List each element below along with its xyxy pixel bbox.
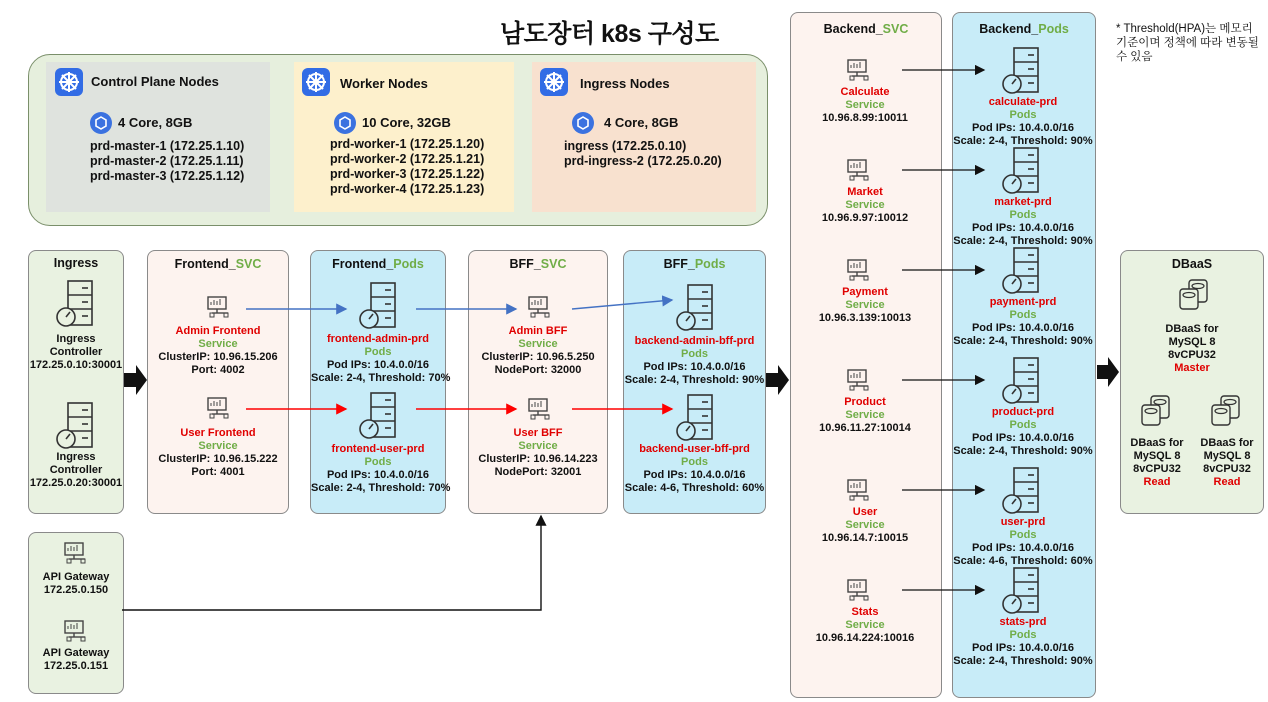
service-name: Market (847, 186, 883, 198)
service-ip: ClusterIP: 10.96.15.222 (158, 453, 278, 465)
db-line: DBaaS for (1200, 437, 1254, 449)
service-kind: Service (845, 409, 885, 421)
service-ip: ClusterIP: 10.96.5.250 (481, 351, 595, 363)
pod-ips: Pod IPs: 10.4.0.0/16 (971, 122, 1075, 134)
pod-scale: Scale: 2-4, Threshold: 90% (953, 335, 1093, 347)
pod-name: stats-prd (999, 616, 1047, 628)
title-suffix: SVC (882, 22, 909, 36)
host-item: prd-worker-1 (172.25.1.20) (330, 137, 485, 151)
service-name: Stats (851, 606, 879, 618)
db-line: DBaaS for (1130, 437, 1184, 449)
pod-scale: Scale: 4-6, Threshold: 60% (624, 482, 765, 494)
pod-ips: Pod IPs: 10.4.0.0/16 (971, 432, 1075, 444)
service-name: Admin BFF (508, 325, 568, 337)
controller-addr: 172.25.0.20:30001 (29, 477, 123, 489)
service-name: User BFF (513, 427, 563, 439)
host-item: prd-master-1 (172.25.1.10) (90, 139, 245, 153)
db-role: Master (1174, 362, 1210, 374)
title-suffix: Pods (1038, 22, 1069, 36)
pod-ips: Pod IPs: 10.4.0.0/16 (643, 361, 746, 373)
pod-name: frontend-admin-prd (326, 333, 430, 345)
pod-name: market-prd (994, 196, 1052, 208)
service-ip: ClusterIP: 10.96.14.223 (478, 453, 598, 465)
title-suffix: SVC (235, 257, 262, 271)
service-addr: 10.96.9.97:10012 (821, 212, 909, 224)
host-item: prd-master-2 (172.25.1.11) (90, 154, 244, 168)
pod-ips: Pod IPs: 10.4.0.0/16 (971, 542, 1075, 554)
pod-ips: Pod IPs: 10.4.0.0/16 (971, 642, 1075, 654)
db-line: 8vCPU32 (1168, 349, 1216, 361)
pod-ips: Pod IPs: 10.4.0.0/16 (971, 322, 1075, 334)
controller-name: Ingress (56, 451, 96, 463)
backend-to-dbaas-arrow (1097, 357, 1119, 387)
host-item: prd-ingress-2 (172.25.0.20) (564, 154, 722, 168)
title-prefix: Backend_ (979, 22, 1039, 36)
service-kind: Service (845, 199, 885, 211)
pod-kind: Pods (681, 456, 708, 468)
control-plane-title: Control Plane Nodes (91, 74, 219, 89)
pod-kind: Pods (364, 346, 392, 358)
host-item: ingress (172.25.0.10) (564, 139, 687, 153)
host-item: prd-worker-2 (172.25.1.21) (330, 152, 485, 166)
title-suffix: Pods (393, 257, 424, 271)
db-line: 8vCPU32 (1203, 463, 1251, 475)
admin-bff-to-pod-arrow (572, 300, 672, 309)
service-name: Product (844, 396, 886, 408)
pod-ips: Pod IPs: 10.4.0.0/16 (326, 359, 430, 371)
gateway-addr: 172.25.0.150 (43, 584, 109, 596)
service-addr: 10.96.14.7:10015 (821, 532, 909, 544)
pod-kind: Pods (1009, 209, 1037, 221)
host-item: prd-worker-4 (172.25.1.23) (330, 182, 485, 196)
diagram-title: 남도장터 k8s 구성도 (500, 20, 719, 48)
pod-scale: Scale: 2-4, Threshold: 90% (953, 445, 1093, 457)
service-port: Port: 4001 (191, 466, 245, 478)
dbaas-title: DBaaS (1171, 257, 1213, 271)
pod-ips: Pod IPs: 10.4.0.0/16 (971, 222, 1075, 234)
pod-kind: Pods (364, 456, 392, 468)
ingress-nodes-spec: 4 Core, 8GB (604, 115, 679, 130)
title-prefix: Frontend_ (332, 257, 394, 271)
ingress-nodes-title: Ingress Nodes (580, 76, 670, 91)
pod-scale: Scale: 4-6, Threshold: 60% (953, 555, 1093, 567)
db-role: Read (1143, 476, 1171, 488)
pod-ips: Pod IPs: 10.4.0.0/16 (326, 469, 430, 481)
service-kind: Service (198, 440, 238, 452)
title-prefix: BFF_ (509, 257, 541, 271)
gateway-name: API Gateway (42, 571, 110, 583)
service-addr: 10.96.14.224:10016 (815, 632, 915, 644)
title-suffix: SVC (540, 257, 567, 271)
host-item: prd-worker-3 (172.25.1.22) (330, 167, 485, 181)
title-prefix: BFF_ (663, 257, 695, 271)
db-role: Read (1213, 476, 1241, 488)
hpa-note: * Threshold(HPA)는 메모리 기준이며 정책에 따라 변동될 수 있음 (1116, 23, 1259, 63)
service-name: User (852, 506, 878, 518)
pod-kind: Pods (1009, 529, 1037, 541)
title-prefix: Frontend_ (174, 257, 236, 271)
pod-kind: Pods (681, 348, 708, 360)
worker-nodes-title: Worker Nodes (340, 76, 428, 91)
control-plane-spec: 4 Core, 8GB (118, 115, 193, 130)
service-kind: Service (198, 338, 238, 350)
pod-name: frontend-user-prd (331, 443, 425, 455)
service-port: NodePort: 32001 (494, 466, 582, 478)
pod-scale: Scale: 2-4, Threshold: 90% (953, 235, 1093, 247)
db-line: MySQL 8 (1133, 450, 1181, 462)
pod-kind: Pods (1009, 309, 1037, 321)
db-line: DBaaS for (1165, 323, 1219, 335)
pod-name: payment-prd (989, 296, 1057, 308)
pod-scale: Scale: 2-4, Threshold: 70% (311, 482, 451, 494)
controller-name: Ingress (56, 333, 96, 345)
service-kind: Service (845, 99, 885, 111)
host-item: prd-master-3 (172.25.1.12) (90, 169, 245, 183)
pod-kind: Pods (1009, 419, 1037, 431)
gateway-name: API Gateway (42, 647, 110, 659)
pod-ips: Pod IPs: 10.4.0.0/16 (643, 469, 746, 481)
gateway-to-bff-arrow (122, 516, 541, 610)
pod-name: backend-admin-bff-prd (634, 335, 755, 347)
controller-addr: 172.25.0.10:30001 (29, 359, 123, 371)
pod-name: product-prd (991, 406, 1055, 418)
pod-name: calculate-prd (988, 96, 1058, 108)
service-kind: Service (518, 338, 558, 350)
service-name: Admin Frontend (175, 325, 261, 337)
service-name: Payment (842, 286, 888, 298)
db-line: 8vCPU32 (1133, 463, 1181, 475)
service-addr: 10.96.8.99:10011 (822, 112, 908, 124)
service-kind: Service (845, 299, 885, 311)
title-suffix: Pods (694, 257, 726, 271)
pod-name: backend-user-bff-prd (639, 443, 750, 455)
bff-to-backend-arrow (766, 365, 789, 395)
pod-scale: Scale: 2-4, Threshold: 90% (953, 655, 1093, 667)
service-ip: ClusterIP: 10.96.15.206 (158, 351, 278, 363)
pod-kind: Pods (1009, 109, 1037, 121)
db-line: MySQL 8 (1203, 450, 1251, 462)
ingress-title: Ingress (53, 256, 99, 270)
pod-kind: Pods (1009, 629, 1037, 641)
pod-scale: Scale: 2-4, Threshold: 90% (953, 135, 1093, 147)
service-kind: Service (845, 519, 885, 531)
pod-name: user-prd (1000, 516, 1046, 528)
pod-scale: Scale: 2-4, Threshold: 90% (624, 374, 765, 386)
service-kind: Service (845, 619, 885, 631)
service-name: User Frontend (180, 427, 256, 439)
controller-sub: Controller (49, 346, 103, 358)
service-port: Port: 4002 (191, 364, 245, 376)
service-addr: 10.96.11.27:10014 (819, 422, 911, 434)
service-name: Calculate (840, 86, 890, 98)
worker-nodes-spec: 10 Core, 32GB (362, 115, 451, 130)
title-prefix: Backend_ (823, 22, 883, 36)
service-port: NodePort: 32000 (494, 364, 582, 376)
ingress-to-frontend-arrow (124, 365, 147, 395)
db-line: MySQL 8 (1168, 336, 1216, 348)
gateway-addr: 172.25.0.151 (43, 660, 109, 672)
pod-scale: Scale: 2-4, Threshold: 70% (311, 372, 451, 384)
service-kind: Service (518, 440, 558, 452)
service-addr: 10.96.3.139:10013 (818, 312, 912, 324)
controller-sub: Controller (49, 464, 103, 476)
